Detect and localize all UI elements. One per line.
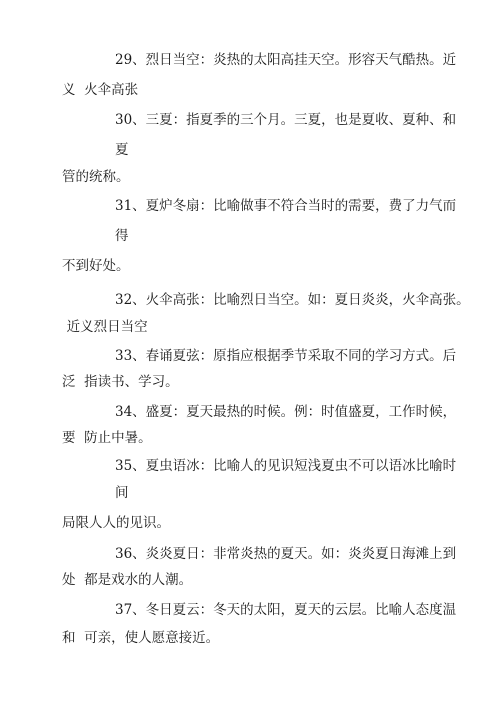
entry-35-line-2: 间 (115, 485, 129, 501)
entry-31-line-2: 得 (115, 228, 129, 244)
entry-33-line-1: 33、春诵夏弦：原指应根据季节采取不同的学习方式。后 (115, 348, 457, 364)
entry-35-line-1: 35、夏虫语冰：比喻人的见识短浅夏虫不可以语冰比喻时 (115, 458, 457, 474)
entry-35-line-3: 局限人人的见识。 (62, 515, 170, 531)
entry-30-line-1: 30、三夏：指夏季的三个月。三夏，也是夏收、夏种、和 (115, 112, 457, 128)
entry-32-line-1: 32、火伞高张：比喻烈日当空。如：夏日炎炎，火伞高张。 (115, 292, 470, 308)
entry-29-line-1: 29、烈日当空：炎热的太阳高挂天空。形容天气酷热。近 (115, 52, 457, 68)
entry-36-line-1: 36、炎炎夏日：非常炎热的夏天。如：炎炎夏日海滩上到 (115, 546, 457, 562)
entry-30-line-2: 夏 (115, 142, 129, 158)
entry-29-line-2: 义 火伞高张 (62, 82, 139, 98)
entry-31-line-1: 31、夏炉冬扇：比喻做事不符合当时的需要，费了力气而 (115, 198, 457, 214)
entry-33-line-2: 泛 指读书、学习。 (62, 374, 179, 390)
entry-37-line-1: 37、冬日夏云：冬天的太阳，夏天的云层。比喻人态度温 (115, 602, 457, 618)
entry-32-line-2: 近义烈日当空 (58, 319, 148, 335)
entry-30-line-3: 管的统称。 (62, 169, 130, 185)
entry-34-line-1: 34、盛夏：夏天最热的时候。例：时值盛夏，工作时候， (115, 404, 457, 420)
entry-34-line-2: 要 防止中暑。 (62, 430, 152, 446)
entry-37-line-2: 和 可亲，使人愿意接近。 (62, 630, 220, 646)
entry-36-line-2: 处 都是戏水的人潮。 (62, 572, 193, 588)
entry-31-line-3: 不到好处。 (62, 258, 130, 274)
